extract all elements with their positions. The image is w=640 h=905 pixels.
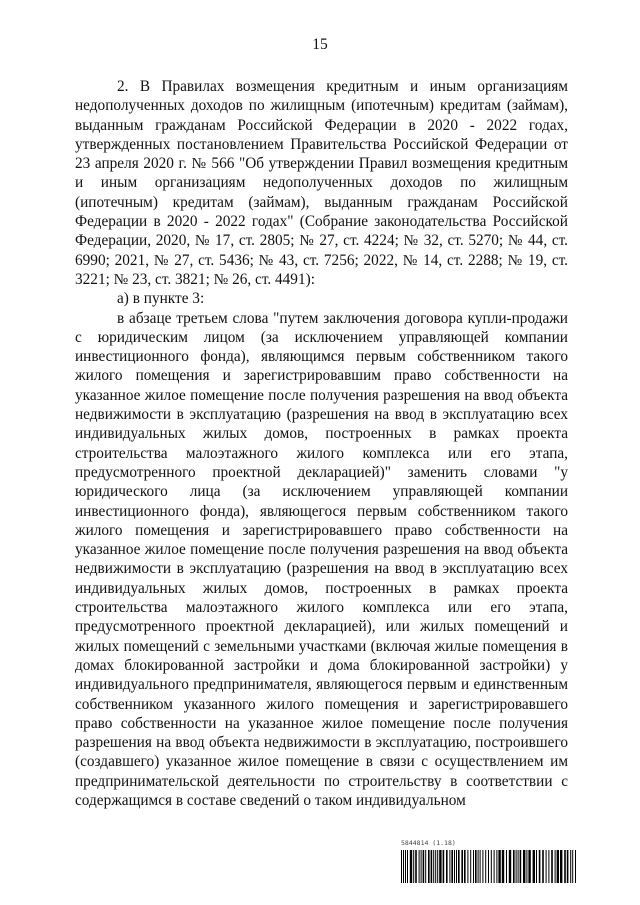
barcode-image xyxy=(401,850,576,883)
document-barcode-block xyxy=(401,839,576,885)
page-number: 15 xyxy=(312,36,328,53)
document-body xyxy=(75,77,568,810)
paragraph-amendment-text: в абзаце третьем слова "путем заключения договора купли-продажи с юридическим лицом (за исключением управляющей компании инвестиционного фонда), являющимся первым собственником такого жилого помещения и зарегистрировавшим право собственности на указанное жилое помещение после получения разрешения на ввод объекта недвижимости в эксплуатацию (разрешения на ввод в эксплуатацию всех индивидуальных жилых домов, построенных в рамках проекта строительства малоэтажного жилого комплекса или его этапа, предусмотренного проектной декларацией)" заменить словами "у юридического лица (за исключением управляющей компании инвестиционного фонда), являющегося первым собственником такого жилого помещения и зарегистрировавшего право собственности на указанное жилое помещение после получения разрешения на ввод объекта недвижимости в эксплуатацию (разрешения на ввод в эксплуатацию всех индивидуальных жилых домов, построенных в рамках проекта строительства малоэтажного жилого комплекса или его этапа, предусмотренного проектной декларацией), или жилых помещений и жилых помещений с земельными участками (включая жилые помещения в домах блокированной застройки и дома блокированной застройки) у индивидуального предпринимателя, являющегося первым и единственным собственником указанного жилого помещения и зарегистрировавшего право собственности на указанное жилое помещение после получения разрешения на ввод объекта недвижимости в эксплуатацию, построившего (создавшего) указанное жилое помещение в связи с осуществлением им предпринимательской деятельности по строительству в соответствии с содержащимся в составе сведений о таком индивидуальном xyxy=(75,309,568,809)
paragraph-subitem-a: а) в пункте 3: xyxy=(117,290,205,308)
paragraph-amendment-intro: 2. В Правилах возмещения кредитным и иным организациям недополученных доходов по жилищным (ипотечным) кредитам (займам), выданным гражданам Российской Федерации в 2020 - 2022 годах, утвержденных постановлением Правительства Российской Федерации от 23 апреля 2020 г. № 566 "Об утверждении Правил возмещения кредитным и иным организациям недополученных доходов по жилищным (ипотечным) кредитам (займам), выданным гражданам Российской Федерации в 2020 - 2022 годах" (Собрание законодательства Российской Федерации, 2020, № 17, ст. 2805; № 27, ст. 4224; № 32, ст. 5270; № 44, ст. 6990; 2021, № 27, ст. 5436; № 43, ст. 7256; 2022, № 14, ст. 2288; № 19, ст. 3221; № 23, ст. 3821; № 26, ст. 4491): xyxy=(75,78,568,288)
document-code: 5844814 (1.18) xyxy=(401,839,456,847)
